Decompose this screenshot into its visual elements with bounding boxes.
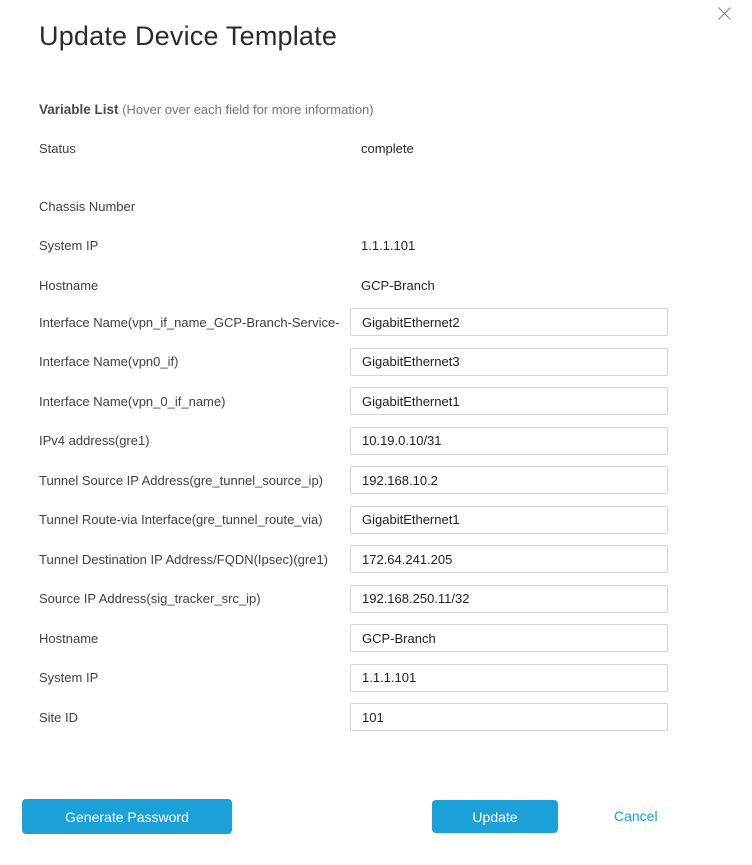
close-icon[interactable] <box>716 5 733 22</box>
input-row-tunnel-destination-ip <box>39 545 668 573</box>
field-value: 1.1.1.101 <box>361 237 416 253</box>
field-label: IPv4 address(gre1) <box>39 433 150 448</box>
update-button[interactable]: Update <box>432 800 558 833</box>
input-row-tunnel-source-ip <box>39 466 668 494</box>
close-x-glyph <box>717 6 732 21</box>
page-title: Update Device Template <box>39 21 338 51</box>
field-label: Source IP Address(sig_tracker_src_ip) <box>39 591 261 606</box>
field-label: Hostname <box>39 630 99 646</box>
static-row-chassis-number <box>39 197 668 215</box>
variable-list-heading <box>39 102 374 117</box>
field-label: Tunnel Route-via Interface(gre_tunnel_route_via) <box>39 512 323 527</box>
input-row-interface-name-vpn0-if <box>39 348 668 376</box>
field-label: Tunnel Destination IP Address/FQDN(Ipsec)(gre1) <box>39 551 329 567</box>
field-label: Interface Name(vpn_0_if_name) <box>39 393 226 409</box>
field-label: Interface Name(vpn0_if) <box>39 354 179 369</box>
interface-name-vpn0-if-input[interactable] <box>350 348 668 376</box>
field-value: GCP-Branch <box>361 277 435 293</box>
system-ip-input[interactable] <box>350 664 668 692</box>
generate-password-button[interactable]: Generate Password <box>22 799 232 834</box>
static-row-system-ip <box>39 236 668 254</box>
source-ip-sig-tracker-input[interactable] <box>350 585 668 613</box>
variable-rows <box>39 139 668 743</box>
input-row-ipv4-address-gre1 <box>39 427 668 455</box>
input-row-hostname <box>39 624 668 652</box>
field-label: Status <box>39 140 76 156</box>
hostname-input[interactable] <box>350 624 668 652</box>
variable-list-hint: (Hover over each field for more information) <box>122 102 374 117</box>
field-value: complete <box>361 140 414 156</box>
static-row-status <box>39 139 668 157</box>
field-label: Site ID <box>39 709 79 725</box>
interface-name-vpn-0-if-name-input[interactable] <box>350 387 668 415</box>
cancel-button[interactable]: Cancel <box>614 808 658 824</box>
tunnel-route-via-interface-input[interactable] <box>350 506 668 534</box>
input-row-interface-name-service-vpn <box>39 308 668 336</box>
field-label: System IP <box>39 237 99 253</box>
input-row-source-ip-sig-tracker <box>39 585 668 613</box>
tunnel-source-ip-input[interactable] <box>350 466 668 494</box>
field-label: Chassis Number <box>39 198 136 214</box>
field-label: Hostname <box>39 277 99 293</box>
field-label: Interface Name(vpn_if_name_GCP-Branch-Service- <box>39 314 340 330</box>
static-row-hostname <box>39 276 668 294</box>
input-row-interface-name-vpn-0-if-name <box>39 387 668 415</box>
interface-name-service-vpn-input[interactable] <box>350 308 668 336</box>
ipv4-address-gre1-input[interactable] <box>350 427 668 455</box>
input-row-site-id <box>39 703 668 731</box>
site-id-input[interactable] <box>350 703 668 731</box>
variable-list-label: Variable List <box>39 102 119 117</box>
field-label: Tunnel Source IP Address(gre_tunnel_source_ip) <box>39 472 324 488</box>
field-label: System IP <box>39 670 99 685</box>
input-row-tunnel-route-via-interface <box>39 506 668 534</box>
input-row-system-ip <box>39 664 668 692</box>
tunnel-destination-ip-input[interactable] <box>350 545 668 573</box>
